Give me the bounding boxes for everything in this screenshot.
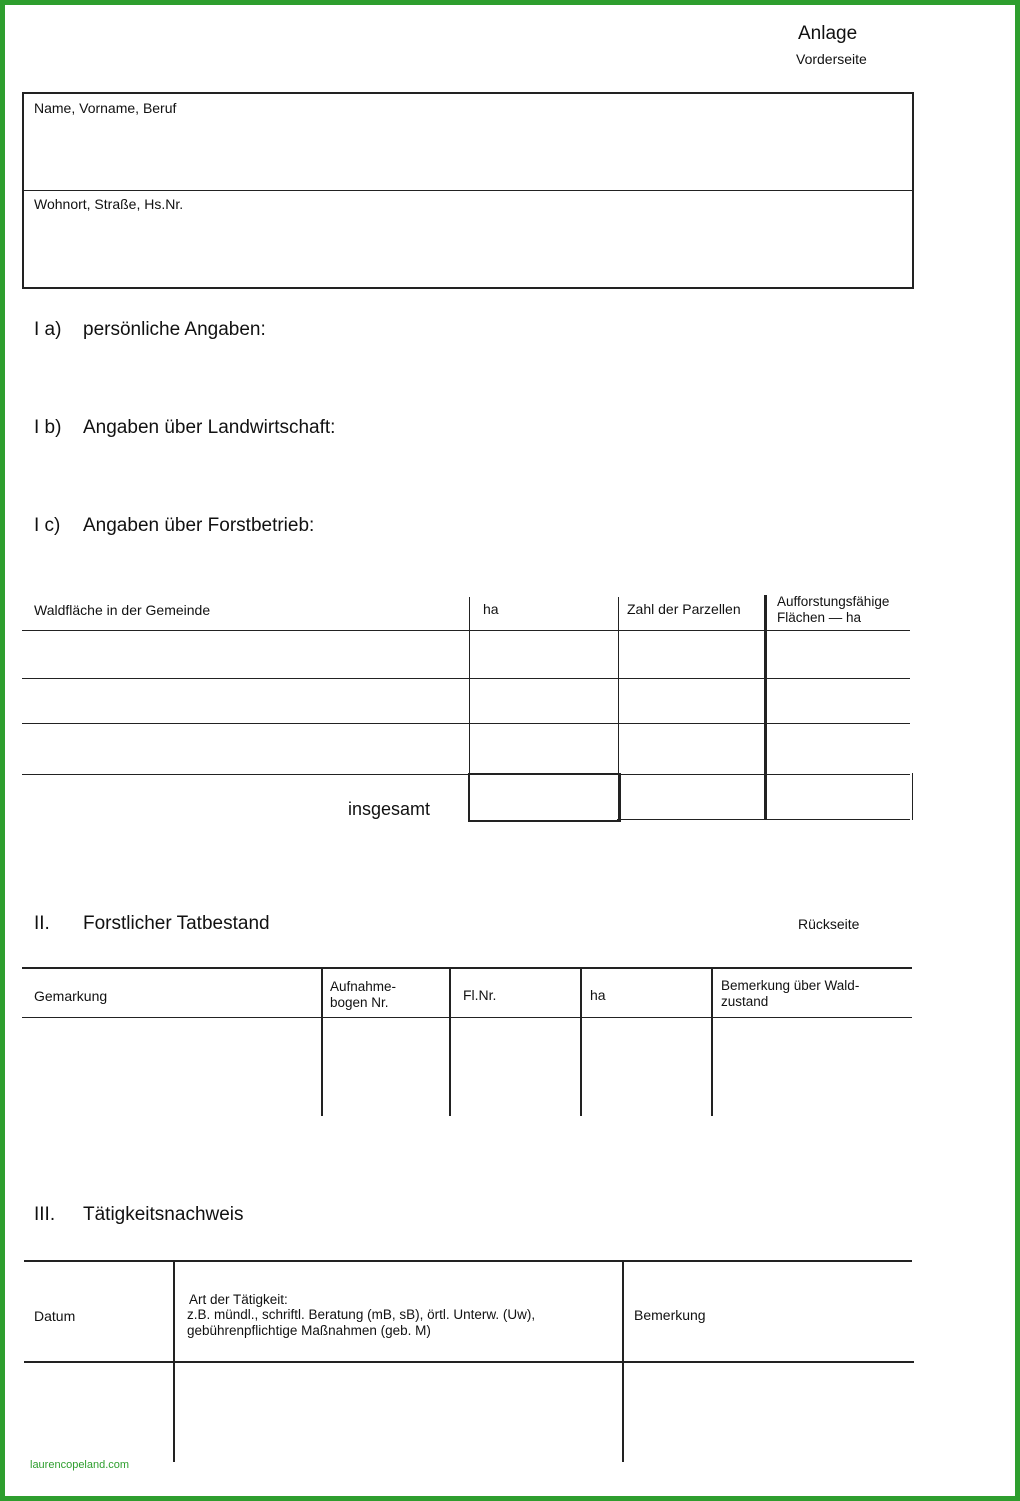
survey-col-bogen-1: Aufnahme-: [330, 979, 397, 994]
back-side-label: Rückseite: [798, 916, 860, 932]
survey-col-divider: [449, 968, 451, 1116]
forest-col-area: Waldfläche in der Gemeinde: [34, 602, 211, 618]
page-title: Anlage: [798, 23, 858, 44]
activity-top-rule: [24, 1260, 912, 1262]
survey-col-gemarkung: Gemarkung: [34, 988, 108, 1004]
activity-col-type-2: z.B. mündl., schriftl. Beratung (mB, sB), örtl. Unterw. (Uw),: [187, 1307, 536, 1322]
section-ii-title: Forstlicher Tatbestand: [83, 913, 270, 934]
activity-col-date: Datum: [34, 1308, 76, 1324]
page-subtitle: Vorderseite: [796, 51, 867, 67]
section-ib-number: I b): [34, 417, 62, 438]
section-iii-number: III.: [34, 1204, 56, 1225]
section-ii-number: II.: [34, 913, 50, 934]
name-label: Name, Vorname, Beruf: [34, 100, 177, 116]
survey-col-flnr: Fl.Nr.: [463, 987, 497, 1003]
survey-col-remark-2: zustand: [721, 994, 769, 1009]
forest-col-divider-thick: [764, 595, 767, 820]
section-ia-number: I a): [34, 319, 62, 340]
activity-col-type-1: Art der Tätigkeit:: [189, 1292, 288, 1307]
watermark: laurencopeland.com: [30, 1459, 130, 1471]
activity-col-remark: Bemerkung: [634, 1307, 706, 1323]
section-ia-title: persönliche Angaben:: [83, 319, 266, 340]
activity-col-type-3: gebührenpflichtige Maßnahmen (geb. M): [187, 1323, 431, 1338]
section-iii-title: Tätigkeitsnachweis: [83, 1204, 244, 1225]
survey-col-bogen-2: bogen Nr.: [330, 995, 389, 1010]
forest-header-rule-right: [471, 630, 910, 631]
survey-header-rule: [22, 1017, 912, 1018]
survey-col-remark-1: Bemerkung über Wald-: [721, 978, 860, 993]
survey-top-rule: [22, 967, 912, 969]
forest-total-right: [912, 773, 913, 820]
forest-col-reforest-2: Flächen — ha: [777, 610, 862, 625]
forest-col-reforest-1: Aufforstungsfähige: [777, 594, 890, 609]
survey-col-ha: ha: [590, 987, 606, 1003]
forest-col-parcels: Zahl der Parzellen: [627, 601, 741, 617]
section-ic-number: I c): [34, 515, 61, 536]
forest-header-rule: [22, 630, 471, 631]
survey-col-divider: [711, 968, 713, 1116]
forest-total-label: insgesamt: [348, 799, 431, 819]
forest-row-rule: [22, 723, 910, 724]
activity-col-divider: [173, 1262, 175, 1462]
section-ib-title: Angaben über Landwirtschaft:: [83, 417, 336, 438]
forest-row-rule: [22, 774, 910, 775]
forest-row-rule: [22, 678, 910, 679]
survey-col-divider: [321, 968, 323, 1116]
section-ic-title: Angaben über Forstbetrieb:: [83, 515, 315, 536]
forest-col-ha: ha: [483, 601, 499, 617]
forest-total-bottom: [617, 819, 910, 820]
survey-col-divider: [580, 968, 582, 1116]
person-box-divider: [24, 190, 912, 191]
forest-total-ha-box: [468, 773, 621, 822]
address-label: Wohnort, Straße, Hs.Nr.: [34, 196, 184, 212]
activity-col-divider: [622, 1262, 624, 1462]
activity-header-rule: [24, 1361, 914, 1363]
